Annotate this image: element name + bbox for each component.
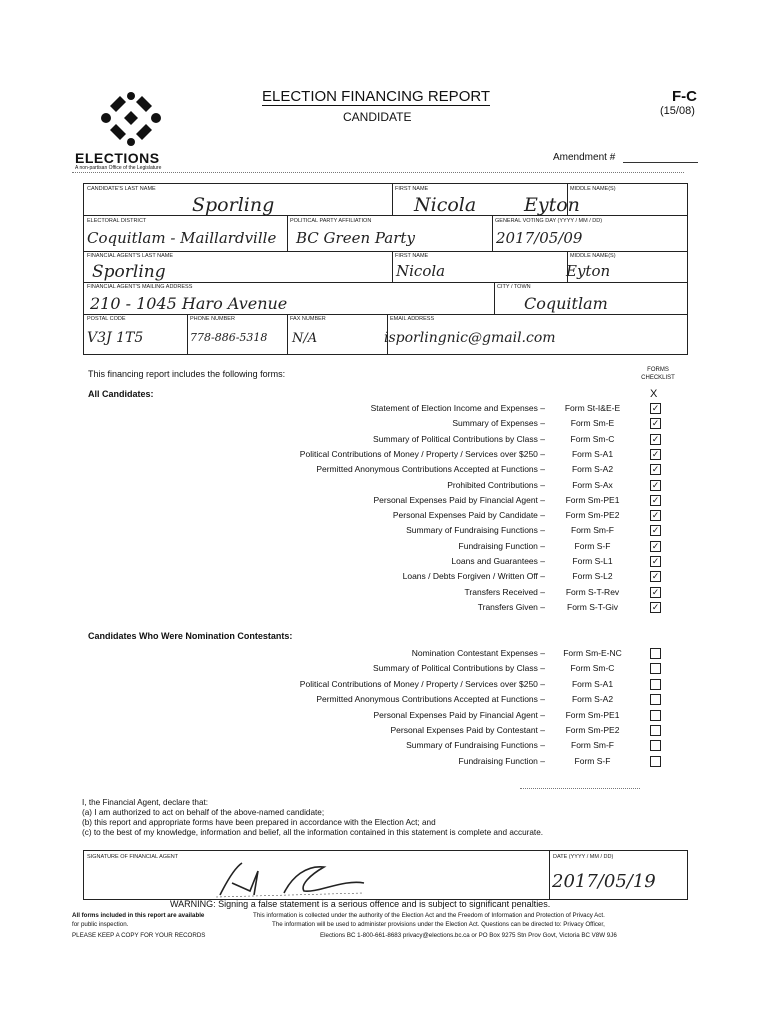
org-subtitle: A non-partisan Office of the Legislature xyxy=(75,165,162,171)
form-description: Personal Expenses Paid by Financial Agent – xyxy=(373,494,545,505)
form-code-label: Form S-L2 xyxy=(572,571,613,582)
agent-middle-name-field[interactable]: Eyton xyxy=(566,262,611,280)
form-row xyxy=(0,663,770,677)
org-name: ELECTIONS xyxy=(75,150,160,166)
amendment-label: Amendment # xyxy=(553,152,616,163)
report-subtitle: CANDIDATE xyxy=(343,110,412,124)
form-row xyxy=(0,571,770,585)
row-divider xyxy=(84,215,687,216)
form-code-label: Form S-F xyxy=(574,540,611,551)
phone-field[interactable]: 778-886-5318 xyxy=(190,331,268,344)
form-code-label: Form Sm-C xyxy=(570,663,615,674)
col-divider xyxy=(287,215,288,251)
fax-label: FAX NUMBER xyxy=(290,316,326,322)
declaration-c: (c) to the best of my knowledge, information and belief, all the information contained in this statement is complete and accurate. xyxy=(82,828,544,837)
footer-right-2: The information will be used to administer provisions under the Election Act. Questions can be directed to: Privacy Officer, xyxy=(272,921,605,928)
agent-middle-name-label: MIDDLE NAME(S) xyxy=(570,253,616,259)
form-checkbox[interactable]: ✓ xyxy=(651,479,660,490)
form-row xyxy=(0,403,770,417)
form-description: Permitted Anonymous Contributions Accepted at Functions – xyxy=(316,464,545,475)
form-row xyxy=(0,495,770,509)
candidate-last-name-field[interactable]: Sporling xyxy=(192,194,275,216)
form-checkbox[interactable]: ✓ xyxy=(651,525,660,536)
form-checkbox[interactable] xyxy=(650,663,661,674)
form-checkbox[interactable]: ✓ xyxy=(651,540,660,551)
candidate-middle-name-field[interactable]: Eyton xyxy=(524,194,580,216)
col-divider xyxy=(494,282,495,314)
form-row xyxy=(0,556,770,570)
form-code-label: Form S-L1 xyxy=(572,556,613,566)
form-description: Fundraising Function – xyxy=(458,540,545,551)
candidate-middle-name-label: MIDDLE NAME(S) xyxy=(570,186,616,192)
row-divider xyxy=(84,282,687,283)
form-checkbox[interactable]: ✓ xyxy=(651,586,660,597)
form-row xyxy=(0,434,770,448)
header-divider xyxy=(72,172,684,173)
form-row xyxy=(0,525,770,539)
postal-code-label: POSTAL CODE xyxy=(87,316,126,322)
form-checkbox[interactable]: ✓ xyxy=(651,571,660,582)
form-row xyxy=(0,464,770,478)
report-title: ELECTION FINANCING REPORT xyxy=(262,88,491,105)
form-description: Summary of Fundraising Functions – xyxy=(406,740,545,751)
form-checkbox[interactable]: ✓ xyxy=(651,601,660,612)
form-row xyxy=(0,480,770,494)
agent-last-name-label: FINANCIAL AGENT'S LAST NAME xyxy=(87,253,174,259)
signature-label: SIGNATURE OF FINANCIAL AGENT xyxy=(87,854,179,860)
form-checkbox[interactable]: ✓ xyxy=(651,464,660,475)
col-divider xyxy=(392,184,393,215)
footer-left-2: for public inspection. xyxy=(72,921,129,928)
date-label: DATE (YYYY / MM / DD) xyxy=(553,854,614,860)
form-description: Political Contributions of Money / Property / Services over $250 – xyxy=(299,678,545,689)
form-description: Transfers Received – xyxy=(464,586,545,597)
form-code-label: Form S-A1 xyxy=(571,448,614,459)
form-row xyxy=(0,587,770,601)
all-candidates-heading: All Candidates: xyxy=(88,389,154,399)
email-field[interactable]: isporlingnic@gmail.com xyxy=(384,330,556,346)
form-checkbox[interactable] xyxy=(650,756,661,767)
form-checkbox[interactable]: ✓ xyxy=(651,433,660,444)
candidate-last-name-label: CANDIDATE'S LAST NAME xyxy=(87,186,156,192)
form-row xyxy=(0,510,770,524)
form-description: Summary of Expenses – xyxy=(452,418,545,429)
section-divider xyxy=(520,788,640,789)
forms-intro: This financing report includes the following forms: xyxy=(88,369,286,379)
form-code-label: Form S-Ax xyxy=(572,479,613,490)
voting-day-label: GENERAL VOTING DAY (YYYY / MM / DD) xyxy=(495,218,603,224)
forms-checklist-header: FORMS CHECKLIST xyxy=(641,367,675,381)
form-code-label: Form Sm-E-NC xyxy=(563,648,622,658)
form-code-label: Form S-F xyxy=(574,755,611,766)
form-checkbox[interactable]: ✓ xyxy=(651,448,660,459)
warning-text: WARNING: Signing a false statement is a serious offence and is subject to significant penalties. xyxy=(170,899,551,909)
form-description: Political Contributions of Money / Property / Services over $250 – xyxy=(299,448,545,459)
agent-last-name-field[interactable]: Sporling xyxy=(92,262,166,282)
form-code-label: Form Sm-C xyxy=(570,433,615,444)
elections-logo xyxy=(96,88,166,148)
form-checkbox[interactable] xyxy=(650,648,661,659)
city-field[interactable]: Coquitlam xyxy=(524,294,608,313)
form-description: Prohibited Contributions – xyxy=(447,479,545,490)
form-description: Personal Expenses Paid by Contestant – xyxy=(390,725,545,735)
col-divider xyxy=(392,251,393,282)
fax-field[interactable]: N/A xyxy=(292,331,318,346)
postal-code-field[interactable]: V3J 1T5 xyxy=(87,330,144,346)
candidate-info-box xyxy=(83,183,688,355)
form-checkbox[interactable] xyxy=(650,694,661,705)
col-divider xyxy=(187,314,188,354)
phone-label: PHONE NUMBER xyxy=(190,316,235,322)
form-description: Loans / Debts Forgiven / Written Off – xyxy=(402,571,545,582)
form-code-label: Form Sm-F xyxy=(571,740,614,751)
form-description: Nomination Contestant Expenses – xyxy=(411,648,545,658)
form-code-label: Form Sm-PE2 xyxy=(565,510,620,521)
form-checkbox[interactable] xyxy=(650,725,661,736)
declaration-a: (a) I am authorized to act on behalf of the above-named candidate; xyxy=(82,808,325,817)
form-description: Transfers Given – xyxy=(477,601,545,612)
form-code-label: Form Sm-F xyxy=(571,525,614,536)
mailing-address-field[interactable]: 210 - 1045 Haro Avenue xyxy=(90,294,288,313)
form-date: (15/08) xyxy=(660,105,695,117)
form-code-label: Form Sm-PE2 xyxy=(565,725,620,735)
declaration-b: (b) this report and appropriate forms have been prepared in accordance with the Election Act; and xyxy=(82,818,436,827)
form-row xyxy=(0,756,770,770)
form-description: Permitted Anonymous Contributions Accepted at Functions – xyxy=(316,694,545,705)
agent-first-name-field[interactable]: Nicola xyxy=(396,262,446,280)
form-row xyxy=(0,740,770,754)
form-code-label: Form Sm-PE1 xyxy=(565,494,620,505)
city-label: CITY / TOWN xyxy=(497,284,531,290)
form-description: Personal Expenses Paid by Financial Agent – xyxy=(373,709,545,720)
mailing-address-label: FINANCIAL AGENT'S MAILING ADDRESS xyxy=(87,284,193,290)
footer-left-1: All forms included in this report are available xyxy=(72,912,205,919)
district-field[interactable]: Coquitlam - Maillardville xyxy=(87,229,277,247)
form-checkbox[interactable]: ✓ xyxy=(651,494,660,505)
voting-day-field[interactable]: 2017/05/09 xyxy=(496,229,583,247)
nomination-heading: Candidates Who Were Nomination Contestants: xyxy=(88,631,293,641)
party-label: POLITICAL PARTY AFFILIATION xyxy=(290,218,372,224)
form-code-label: Form S-T-Rev xyxy=(565,586,620,597)
form-description: Summary of Fundraising Functions – xyxy=(406,525,545,536)
form-code-label: Form Sm-E xyxy=(570,418,615,429)
form-description: Summary of Political Contributions by Class – xyxy=(373,663,545,674)
footer-left-3: PLEASE KEEP A COPY FOR YOUR RECORDS xyxy=(72,932,206,939)
checklist-mark: X xyxy=(650,388,658,400)
form-code-label: Form St-I&E-E xyxy=(564,403,621,413)
form-row xyxy=(0,710,770,724)
signature-box xyxy=(83,850,688,900)
form-code-label: Form S-A2 xyxy=(571,694,614,705)
col-divider xyxy=(492,215,493,251)
form-code: F-C xyxy=(672,88,697,105)
footer-right-1: This information is collected under the authority of the Election Act and the Freedom of Information and Protection of Privacy Act. xyxy=(253,912,605,919)
form-description: Statement of Election Income and Expenses – xyxy=(370,403,545,413)
form-code-label: Form S-A1 xyxy=(571,678,614,689)
form-row xyxy=(0,648,770,662)
signature-date-field[interactable]: 2017/05/19 xyxy=(552,871,656,892)
form-code-label: Form S-T-Giv xyxy=(567,601,618,612)
agent-first-name-label: FIRST NAME xyxy=(395,253,429,259)
form-checkbox[interactable] xyxy=(650,679,661,690)
amendment-field[interactable] xyxy=(623,162,698,163)
form-description: Personal Expenses Paid by Candidate – xyxy=(392,510,545,521)
row-divider xyxy=(84,251,687,252)
form-checkbox[interactable]: ✓ xyxy=(651,556,660,566)
form-description: Fundraising Function – xyxy=(458,755,545,766)
row-divider xyxy=(84,314,687,315)
form-row xyxy=(0,725,770,739)
form-checkbox[interactable] xyxy=(650,710,661,721)
form-description: Loans and Guarantees – xyxy=(451,556,545,566)
candidate-first-name-label: FIRST NAME xyxy=(395,186,429,192)
form-row xyxy=(0,449,770,463)
col-divider xyxy=(549,851,550,899)
form-row xyxy=(0,602,770,616)
email-label: EMAIL ADDRESS xyxy=(390,316,435,322)
form-code-label: Form S-A2 xyxy=(571,464,614,475)
form-row xyxy=(0,541,770,555)
signature-image[interactable] xyxy=(214,857,374,899)
form-code-label: Form Sm-PE1 xyxy=(565,709,620,720)
form-row xyxy=(0,679,770,693)
candidate-first-name-field[interactable]: Nicola xyxy=(414,194,477,216)
form-checkbox[interactable]: ✓ xyxy=(651,403,660,413)
form-checkbox[interactable] xyxy=(650,740,661,751)
footer-right-3: Elections BC 1-800-661-8683 privacy@elections.bc.ca or PO Box 9275 Stn Prov Govt, Victoria BC V8W 9J6 xyxy=(320,932,617,939)
district-label: ELECTORAL DISTRICT xyxy=(87,218,147,224)
col-divider xyxy=(287,314,288,354)
form-row xyxy=(0,418,770,432)
party-field[interactable]: BC Green Party xyxy=(296,229,415,247)
form-checkbox[interactable]: ✓ xyxy=(651,510,660,521)
form-row xyxy=(0,694,770,708)
declaration-intro: I, the Financial Agent, declare that: xyxy=(82,798,209,807)
form-description: Summary of Political Contributions by Class – xyxy=(373,433,545,444)
form-checkbox[interactable]: ✓ xyxy=(651,418,660,429)
